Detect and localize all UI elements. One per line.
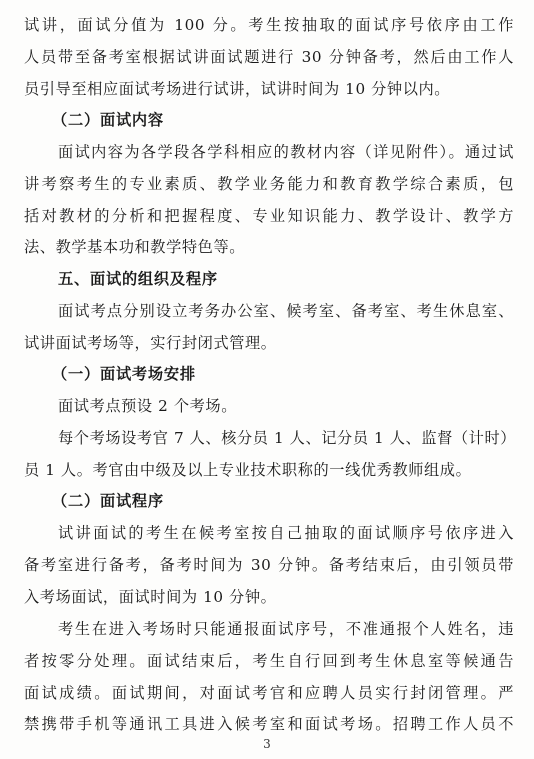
paragraph-line: 者按零分处理。面试结束后，考生自行回到考生休息室等候通告 [24, 652, 514, 670]
chapter-heading: 五、面试的组织及程序 [58, 270, 218, 288]
paragraph-line: 面试成绩。面试期间，对面试考官和应聘人员实行封闭管理。严 [24, 684, 514, 702]
paragraph-line: 人员带至备考室根据试讲面试题进行 30 分钟备考，然后由工作人 [24, 48, 514, 66]
paragraph-line: 试讲面试考场等，实行封闭式管理。 [24, 334, 277, 352]
paragraph-line: 括对教材的分析和把握程度、专业知识能力、教学设计、教学方 [24, 207, 514, 225]
paragraph-line: 面试内容为各学段各学科相应的教材内容（详见附件）。通过试 [58, 143, 514, 161]
paragraph-line: 每个考场设考官 7 人、核分员 1 人、记分员 1 人、监督（计时） [58, 429, 517, 447]
paragraph-line: 员 1 人。考官由中级及以上专业技术职称的一线优秀教师组成。 [24, 461, 472, 479]
paragraph-line: 入考场面试，面试时间为 10 分钟。 [24, 588, 277, 606]
paragraph-line: 员引导至相应面试考场进行试讲，试讲时间为 10 分钟以内。 [24, 80, 451, 98]
paragraph-line: 面试考点分别设立考务办公室、候考室、备考室、考生休息室、 [58, 302, 514, 320]
paragraph-line: 备考室进行备考，备考时间为 30 分钟。备考结束后，由引领员带 [24, 556, 514, 574]
paragraph-line: 考生在进入考场时只能通报面试序号，不准通报个人姓名，违 [58, 620, 514, 638]
paragraph-line: 面试考点预设 2 个考场。 [58, 397, 237, 415]
paragraph-line: 试讲面试的考生在候考室按自己抽取的面试顺序号依序进入 [58, 524, 514, 542]
section-heading: （一）面试考场安排 [52, 365, 196, 383]
section-heading: （二）面试程序 [52, 492, 164, 510]
section-heading: （二）面试内容 [52, 111, 164, 129]
paragraph-line: 试讲，面试分值为 100 分。考生按抽取的面试序号依序由工作 [24, 16, 514, 34]
paragraph-line: 讲考察考生的专业素质、教学业务能力和教育教学综合素质，包 [24, 175, 514, 193]
paragraph-line: 禁携带手机等通讯工具进入候考室和面试考场。招聘工作人员不 [24, 715, 514, 733]
page-number: 3 [263, 737, 271, 751]
paragraph-line: 法、教学基本功和教学特色等。 [24, 238, 246, 256]
